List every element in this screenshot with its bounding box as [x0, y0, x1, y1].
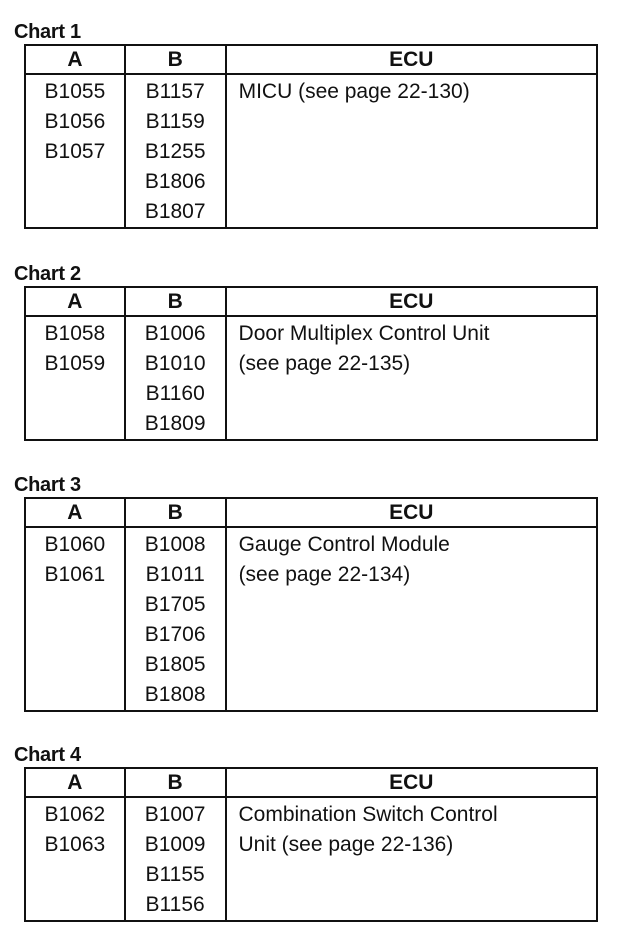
- dtc-code: B1008: [144, 533, 206, 556]
- dtc-code: B1706: [144, 623, 206, 646]
- dtc-code: B1057: [44, 140, 106, 163]
- dtc-code: B1809: [144, 412, 206, 435]
- dtc-code: B1056: [44, 110, 106, 133]
- dtc-code: B1705: [144, 593, 206, 616]
- column-header-ecu: ECU: [226, 768, 598, 797]
- ecu-cell: [226, 527, 597, 711]
- column-header-a: A: [25, 287, 125, 316]
- dtc-code: B1007: [144, 803, 206, 826]
- column-header-b: B: [125, 287, 226, 316]
- chart-4-table: [24, 767, 598, 922]
- column-header-b: B: [125, 498, 226, 527]
- column-header-b: B: [125, 45, 226, 74]
- dtc-code: B1806: [144, 170, 206, 193]
- b-codes-cell: [125, 527, 226, 711]
- chart-1-title: Chart 1: [14, 21, 81, 43]
- ecu-description: Gauge Control Module (see page 22-134): [238, 533, 450, 586]
- dtc-code: B1160: [145, 382, 205, 405]
- column-header-a: A: [25, 45, 125, 74]
- dtc-code: B1157: [145, 80, 205, 103]
- b-codes-cell: [125, 797, 226, 921]
- ecu-cell: [226, 74, 597, 228]
- dtc-code: B1807: [144, 200, 206, 223]
- column-header-ecu: ECU: [226, 498, 597, 527]
- dtc-code: B1255: [144, 140, 206, 163]
- column-header-a: A: [25, 498, 125, 527]
- column-header-b: B: [125, 768, 226, 797]
- dtc-code: B1010: [144, 352, 206, 375]
- a-codes-cell: [25, 74, 125, 228]
- a-codes-cell: [25, 797, 125, 921]
- ecu-description: MICU (see page 22-130): [238, 80, 470, 103]
- ecu-cell: [226, 316, 597, 440]
- dtc-code: B1058: [44, 322, 106, 345]
- a-codes-cell: [25, 316, 125, 440]
- dtc-code: B1805: [144, 653, 206, 676]
- a-codes-cell: [25, 527, 125, 711]
- chart-3-table: [24, 497, 598, 712]
- dtc-code: B1006: [144, 322, 206, 345]
- dtc-code: B1808: [144, 683, 206, 706]
- column-header-ecu: ECU: [226, 45, 597, 74]
- chart-2-title: Chart 2: [14, 263, 81, 285]
- dtc-code: B1061: [44, 563, 106, 586]
- b-codes-cell: [125, 74, 226, 228]
- dtc-code: B1055: [44, 80, 106, 103]
- ecu-description: Door Multiplex Control Unit (see page 22-135): [238, 322, 490, 375]
- dtc-code: B1063: [44, 833, 106, 856]
- column-header-ecu: ECU: [226, 287, 597, 316]
- chart-1-table: [24, 44, 598, 229]
- dtc-code: B1060: [44, 533, 106, 556]
- dtc-code: B1009: [144, 833, 206, 856]
- column-header-a: A: [25, 768, 125, 797]
- dtc-code: B1156: [145, 893, 205, 916]
- dtc-code: B1011: [145, 563, 205, 586]
- chart-3-title: Chart 3: [14, 474, 81, 496]
- ecu-cell: [226, 797, 598, 921]
- chart-4-title: Chart 4: [14, 744, 81, 766]
- dtc-code: B1062: [44, 803, 106, 826]
- dtc-code: B1159: [145, 110, 205, 133]
- chart-2-table: [24, 286, 598, 441]
- ecu-description: Combination Switch Control Unit (see page 22-136): [238, 803, 498, 856]
- b-codes-cell: [125, 316, 226, 440]
- dtc-code: B1155: [145, 863, 205, 886]
- dtc-code: B1059: [44, 352, 106, 375]
